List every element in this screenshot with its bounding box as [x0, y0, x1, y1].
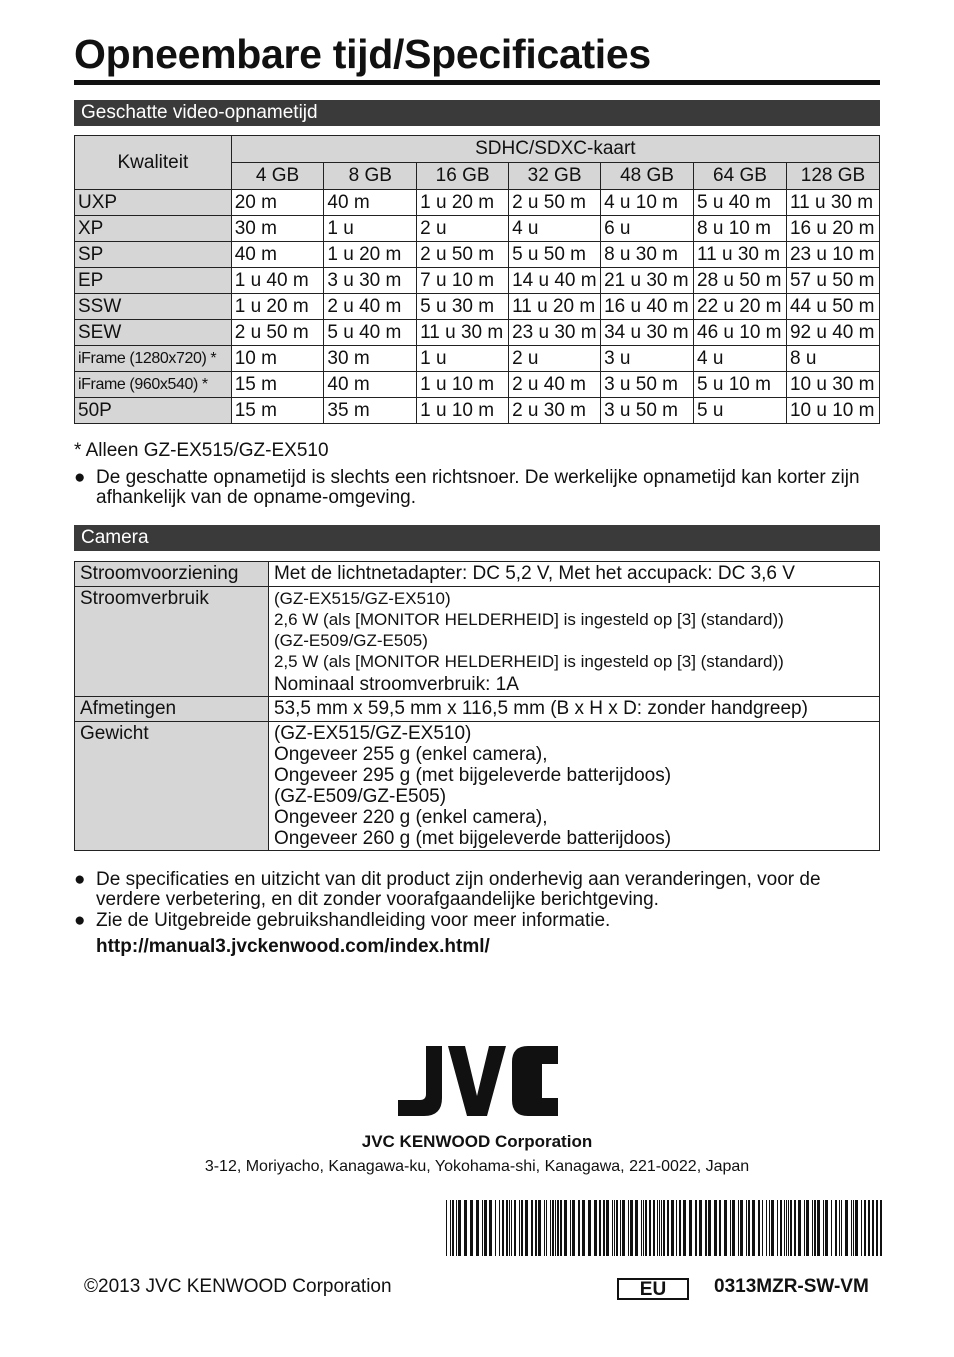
table-cell: 35 m	[324, 398, 417, 424]
table-cell: 1 u 20 m	[231, 294, 324, 320]
table-cell: 1 u	[417, 346, 509, 372]
table-cell: 4 u	[509, 216, 601, 242]
table-cell: 3 u 50 m	[601, 398, 694, 424]
recording-time-table	[74, 135, 880, 424]
weight-line: (GZ-E509/GZ-E505)	[273, 786, 447, 807]
region-badge: EU	[617, 1278, 689, 1300]
table-cell: 7 u 10 m	[417, 268, 509, 294]
weight-line: Ongeveer 255 g (enkel camera),	[273, 744, 548, 765]
quality-label: SSW	[75, 294, 232, 320]
table-cell: 22 u 20 m	[694, 294, 787, 320]
capacity-header: 64 GB	[694, 163, 787, 190]
weight-line: Ongeveer 260 g (met bijgeleverde batterijdoos)	[273, 828, 672, 849]
table-cell: 57 u 50 m	[786, 268, 879, 294]
table-cell: 16 u 40 m	[601, 294, 694, 320]
table-cell: 14 u 40 m	[509, 268, 601, 294]
table-cell: 11 u 20 m	[509, 294, 601, 320]
table-cell: 2 u 50 m	[417, 242, 509, 268]
capacity-header: 48 GB	[601, 163, 694, 190]
card-header: SDHC/SDXC-kaart	[231, 136, 879, 163]
table-cell: 40 m	[324, 372, 417, 398]
table-row	[75, 398, 880, 424]
table-cell: 40 m	[324, 190, 417, 216]
table-row	[75, 346, 880, 372]
company-address: 3-12, Moriyacho, Kanagawa-ku, Yokohama-shi, Kanagawa, 221-0022, Japan	[204, 1158, 750, 1175]
table-cell: 16 u 20 m	[786, 216, 879, 242]
consumption-line: (GZ-EX515/GZ-EX510)	[273, 589, 451, 608]
video-section-heading: Geschatte video-opnametijd	[74, 100, 880, 126]
table-row	[75, 372, 880, 398]
capacity-header: 32 GB	[509, 163, 601, 190]
capacity-header: 16 GB	[417, 163, 509, 190]
table-cell: 2 u 50 m	[231, 320, 324, 346]
table-cell: 5 u	[694, 398, 787, 424]
bullet-icon: ●	[74, 869, 86, 890]
barcode	[446, 1200, 886, 1256]
footnote: * Alleen GZ-EX515/GZ-EX510	[74, 440, 329, 461]
quality-label: XP	[75, 216, 232, 242]
jvc-logo	[0, 1040, 954, 1127]
table-cell: 34 u 30 m	[601, 320, 694, 346]
table-cell: 5 u 30 m	[417, 294, 509, 320]
quality-label: UXP	[75, 190, 232, 216]
table-cell: 5 u 40 m	[694, 190, 787, 216]
weight-line: Ongeveer 295 g (met bijgeleverde batterijdoos)	[273, 765, 672, 786]
table-row	[75, 294, 880, 320]
bullet-icon: ●	[74, 910, 86, 931]
table-cell: 6 u	[601, 216, 694, 242]
table-cell: 92 u 40 m	[786, 320, 879, 346]
consumption-line: 2,5 W (als [MONITOR HELDERHEID] is ingesteld op [3] (standard))	[273, 652, 784, 671]
spec-value-power-supply: Met de lichtnetadapter: DC 5,2 V, Met het accupack: DC 3,6 V	[268, 562, 879, 587]
company-name: JVC KENWOOD Corporation	[361, 1132, 593, 1151]
spec-label-power-supply: Stroomvoorziening	[75, 562, 269, 587]
table-cell: 30 m	[324, 346, 417, 372]
table-cell: 10 u 30 m	[786, 372, 879, 398]
spec-label-dimensions: Afmetingen	[75, 697, 269, 722]
table-cell: 40 m	[231, 242, 324, 268]
spec-note-1	[74, 870, 880, 910]
capacity-header: 128 GB	[786, 163, 879, 190]
table-cell: 5 u 10 m	[694, 372, 787, 398]
table-cell: 1 u 10 m	[417, 398, 509, 424]
table-cell: 3 u 30 m	[324, 268, 417, 294]
table-cell: 2 u	[509, 346, 601, 372]
jvc-logo-mark	[392, 1040, 562, 1122]
table-cell: 4 u	[694, 346, 787, 372]
quality-label: SP	[75, 242, 232, 268]
camera-section-heading: Camera	[74, 525, 880, 551]
recording-time-note-text: De geschatte opnametijd is slechts een richtsnoer. De werkelijke opnametijd kan korter zijn afhankelijk van de opname-omgeving.	[96, 467, 860, 508]
table-cell: 11 u 30 m	[417, 320, 509, 346]
table-cell: 10 m	[231, 346, 324, 372]
table-cell: 3 u 50 m	[601, 372, 694, 398]
table-cell: 2 u	[417, 216, 509, 242]
table-cell: 11 u 30 m	[694, 242, 787, 268]
weight-line: (GZ-EX515/GZ-EX510)	[273, 723, 472, 744]
table-row	[75, 216, 880, 242]
camera-spec-table	[74, 561, 880, 851]
table-cell: 20 m	[231, 190, 324, 216]
table-cell: 1 u 20 m	[324, 242, 417, 268]
table-cell: 46 u 10 m	[694, 320, 787, 346]
copyright: ©2013 JVC KENWOOD Corporation	[84, 1276, 392, 1297]
quality-label: EP	[75, 268, 232, 294]
quality-label: SEW	[75, 320, 232, 346]
table-cell: 5 u 40 m	[324, 320, 417, 346]
table-cell: 11 u 30 m	[786, 190, 879, 216]
table-cell: 8 u 10 m	[694, 216, 787, 242]
weight-line: Ongeveer 220 g (enkel camera),	[273, 807, 548, 828]
spec-label-weight: Gewicht	[75, 722, 269, 851]
spec-value-weight	[268, 722, 879, 851]
table-row	[75, 242, 880, 268]
table-cell: 44 u 50 m	[786, 294, 879, 320]
table-cell: 1 u 40 m	[231, 268, 324, 294]
quality-label: iFrame (1280x720) *	[75, 346, 232, 372]
table-cell: 10 u 10 m	[786, 398, 879, 424]
bullet-icon: ●	[74, 467, 86, 488]
spec-note-2-text: Zie de Uitgebreide gebruikshandleiding voor meer informatie.	[96, 910, 611, 931]
table-cell: 15 m	[231, 398, 324, 424]
consumption-nominal: Nominaal stroomverbruik: 1A	[273, 674, 519, 695]
table-cell: 5 u 50 m	[509, 242, 601, 268]
table-cell: 1 u 10 m	[417, 372, 509, 398]
table-cell: 1 u 20 m	[417, 190, 509, 216]
table-cell: 8 u 30 m	[601, 242, 694, 268]
table-cell: 23 u 10 m	[786, 242, 879, 268]
page-title: Opneembare tijd/Specificaties	[74, 30, 880, 85]
quality-label: iFrame (960x540) *	[75, 372, 232, 398]
consumption-line: 2,6 W (als [MONITOR HELDERHEID] is ingesteld op [3] (standard))	[273, 610, 784, 629]
quality-label: 50P	[75, 398, 232, 424]
spec-value-dimensions: 53,5 mm x 59,5 mm x 116,5 mm (B x H x D: zonder handgreep)	[268, 697, 879, 722]
table-cell: 2 u 40 m	[324, 294, 417, 320]
spec-note-1-text: De specificaties en uitzicht van dit product zijn onderhevig aan veranderingen, voor de verdere verbetering, en dit zonder voorafgaandelijke berichtgeving.	[96, 869, 821, 910]
quality-header: Kwaliteit	[75, 136, 232, 190]
document-code: 0313MZR-SW-VM	[714, 1276, 869, 1297]
table-row	[75, 190, 880, 216]
table-cell: 3 u	[601, 346, 694, 372]
table-cell: 4 u 10 m	[601, 190, 694, 216]
table-cell: 2 u 30 m	[509, 398, 601, 424]
manual-url-link[interactable]: http://manual3.jvckenwood.com/index.html/	[96, 936, 490, 957]
spec-note-2	[74, 911, 880, 931]
table-row	[75, 320, 880, 346]
capacity-header: 8 GB	[324, 163, 417, 190]
table-cell: 15 m	[231, 372, 324, 398]
table-cell: 2 u 40 m	[509, 372, 601, 398]
consumption-line: (GZ-E509/GZ-E505)	[273, 631, 428, 650]
table-cell: 21 u 30 m	[601, 268, 694, 294]
capacity-header: 4 GB	[231, 163, 324, 190]
table-cell: 23 u 30 m	[509, 320, 601, 346]
table-cell: 30 m	[231, 216, 324, 242]
table-cell: 2 u 50 m	[509, 190, 601, 216]
spec-label-consumption: Stroomverbruik	[75, 587, 269, 697]
recording-time-note	[74, 468, 880, 508]
spec-value-consumption	[268, 587, 879, 697]
table-cell: 1 u	[324, 216, 417, 242]
table-row	[75, 268, 880, 294]
table-cell: 28 u 50 m	[694, 268, 787, 294]
table-cell: 8 u	[786, 346, 879, 372]
